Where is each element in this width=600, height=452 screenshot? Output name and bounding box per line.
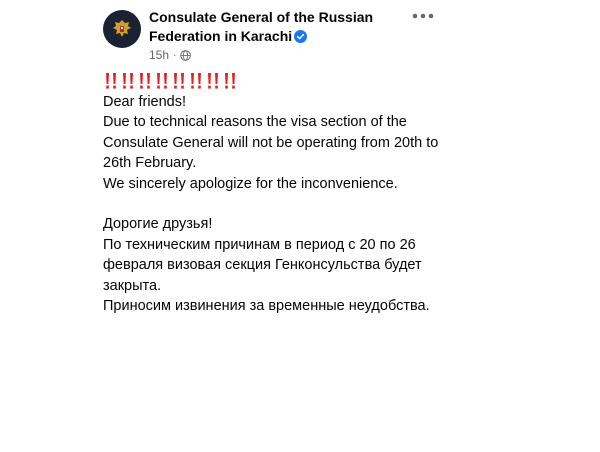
russian-apology: Приносим извинения за временные неудобства. (103, 298, 430, 315)
double-exclamation-icon (205, 72, 221, 90)
english-notice: Due to technical reasons the visa section of the Consulate General will not be operating from 20th to 26th February. (103, 114, 439, 172)
double-exclamation-icon (120, 72, 136, 90)
more-options-icon (412, 13, 434, 19)
english-greeting: Dear friends! (103, 94, 187, 110)
coat-of-arms-icon (107, 14, 137, 44)
russian-greeting: Дорогие друзья! (103, 216, 213, 233)
double-exclamation-icon (154, 72, 170, 90)
double-exclamation-icon (188, 72, 204, 90)
facebook-post (95, 2, 447, 442)
double-exclamation-icon (137, 72, 153, 90)
post-timestamp[interactable]: 15h (149, 48, 170, 62)
meta-separator: · (173, 49, 177, 61)
double-exclamation-icon (222, 72, 238, 90)
exclamation-emoji-row (103, 72, 238, 90)
double-exclamation-icon (103, 72, 119, 90)
globe-icon[interactable] (180, 50, 191, 61)
english-apology: We sincerely apologize for the inconvenience. (103, 175, 398, 192)
double-exclamation-icon (171, 72, 187, 90)
page-name[interactable] (149, 8, 399, 46)
verified-badge-icon (294, 30, 307, 43)
more-options-button[interactable] (407, 6, 439, 26)
post-body (103, 92, 443, 316)
russian-notice: По техническим причинам в период с 20 по 26 февраля визовая секция Генконсульства будет закрыта. (103, 236, 422, 294)
page-avatar[interactable] (103, 10, 141, 48)
page-name-text[interactable]: Consulate General of the Russian Federation in Karachi (149, 9, 374, 44)
post-meta (149, 47, 191, 63)
paragraph-gap (103, 194, 443, 214)
